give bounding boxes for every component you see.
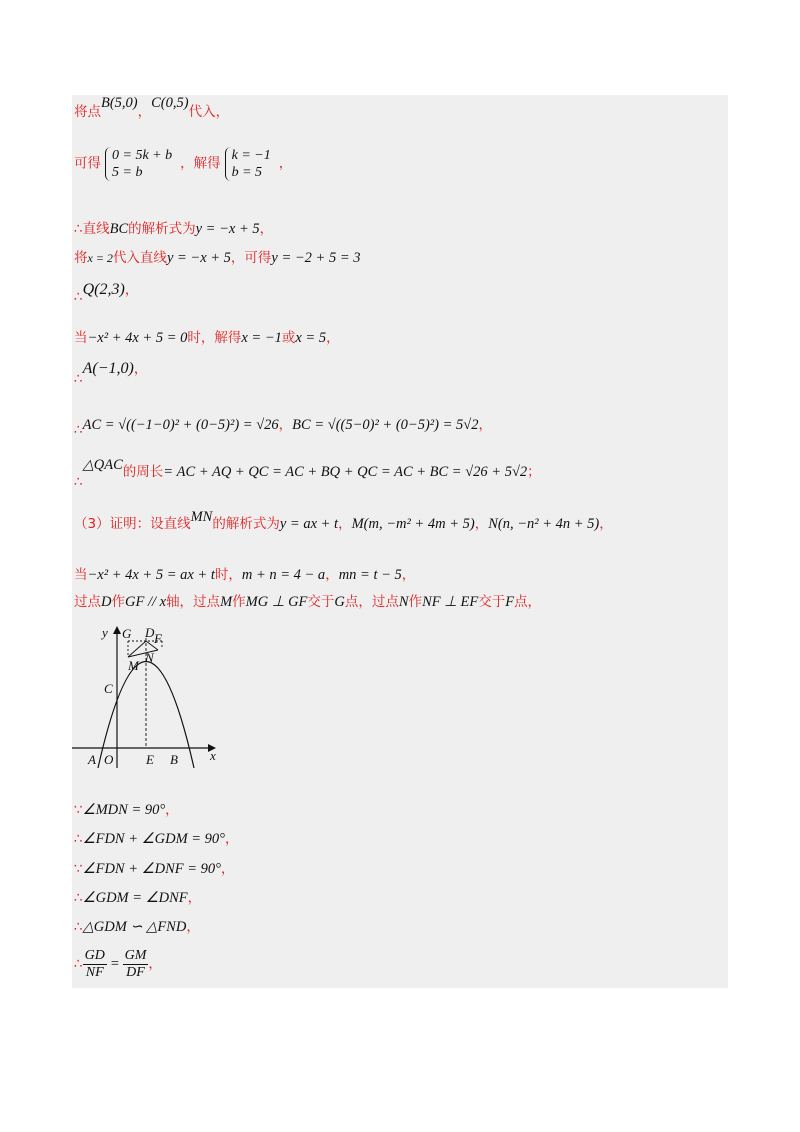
math: x = 2 — [87, 251, 113, 265]
text: 作 — [408, 594, 423, 610]
math: MG ⊥ GF — [245, 594, 308, 610]
line-9 — [74, 457, 541, 490]
line-17 — [74, 918, 200, 936]
text: 代入直线 — [112, 250, 167, 266]
label-x: x — [210, 748, 216, 763]
label-n: N — [145, 650, 154, 665]
equation-system-1 — [105, 147, 176, 181]
label-a: A — [88, 752, 96, 767]
label-y: y — [102, 625, 108, 640]
math: △GDM ∽ △FND — [82, 919, 187, 935]
fraction-2 — [123, 948, 149, 981]
math: x = 5 — [295, 330, 327, 346]
text: ， — [148, 956, 162, 972]
text: 的解析式为 — [212, 516, 280, 532]
math: NF ⊥ EF — [422, 594, 479, 610]
math: −x² + 4x + 5 = 0 — [87, 330, 188, 346]
math: A(−1,0) — [82, 360, 134, 377]
line-7 — [74, 360, 148, 387]
parabola-figure — [70, 622, 220, 772]
math: N — [398, 594, 409, 610]
text: 代入， — [188, 104, 230, 120]
math: y = −x + 5 — [195, 221, 260, 237]
text: ∴ — [74, 289, 83, 305]
line-4 — [74, 249, 361, 267]
text: 或 — [281, 330, 296, 346]
text: ∴直线 — [74, 221, 110, 237]
line-5 — [74, 281, 139, 305]
text: ， — [187, 890, 202, 906]
math: N(n, −n² + 4n + 5) — [488, 516, 600, 532]
line-15 — [74, 860, 234, 878]
text: ， — [278, 155, 293, 172]
text: ∴ — [74, 956, 83, 972]
denominator: NF — [85, 965, 104, 980]
text: ， — [325, 567, 339, 583]
line-3 — [74, 220, 273, 238]
text: 时，解得 — [187, 330, 242, 346]
math: y = −x + 5 — [166, 250, 231, 266]
text: ， — [599, 516, 613, 532]
text: ∴ — [74, 919, 83, 935]
math: △QAC — [82, 457, 123, 473]
line-6 — [74, 329, 340, 347]
math: BC = √((5−0)² + (0−5)²) = 5√2 — [292, 417, 479, 433]
text: 过点 — [74, 594, 101, 610]
text: 交于 — [478, 594, 506, 610]
text: ， — [401, 567, 416, 583]
label-e: E — [146, 752, 154, 767]
text: ∴ — [74, 422, 83, 438]
text: ， — [278, 417, 293, 433]
text: ，解得 — [180, 155, 221, 172]
text: ， — [338, 516, 352, 532]
text: ，可得 — [230, 250, 272, 266]
math: AC = √((−1−0)² + (0−5)²) = √26 — [82, 417, 279, 433]
math: GF // x — [124, 594, 167, 610]
text: ， — [220, 861, 235, 877]
math: = AC + AQ + QC = AC + BQ + QC = AC + BC = √26 + 5√2 — [163, 464, 528, 480]
text: ∴ — [74, 831, 83, 847]
text: ； — [527, 464, 541, 480]
text: ， — [124, 282, 139, 298]
math: b = 5 — [231, 165, 263, 180]
text: 将点 — [74, 104, 101, 120]
label-m: M — [128, 658, 139, 673]
line-2 — [74, 147, 292, 181]
text: ， — [478, 417, 492, 433]
line-12 — [74, 593, 541, 611]
math: M(m, −m² + 4m + 5) — [351, 516, 475, 532]
line-18 — [74, 948, 162, 981]
line-16 — [74, 889, 201, 907]
text: 可得 — [74, 155, 101, 172]
numerator: GM — [124, 948, 147, 963]
math: G — [334, 594, 345, 610]
label-o: O — [104, 752, 114, 767]
math: ∠FDN + ∠DNF = 90° — [82, 861, 221, 877]
denominator: DF — [126, 965, 145, 980]
math: mn = t − 5 — [338, 567, 402, 583]
math: x = −1 — [241, 330, 282, 346]
line-1 — [74, 95, 230, 121]
text: ， — [186, 919, 200, 935]
y-axis-arrow — [113, 626, 121, 634]
text: 点， — [514, 594, 542, 610]
text: ， — [326, 330, 340, 346]
math: ∠GDM = ∠DNF — [82, 890, 188, 906]
equation-system-2 — [225, 147, 275, 181]
text: ∴ — [74, 890, 83, 906]
text: ∵ — [74, 802, 83, 818]
text: 点，过点 — [344, 594, 399, 610]
line-14 — [74, 830, 238, 848]
text: 当 — [74, 330, 88, 346]
line-8 — [74, 416, 492, 438]
math: 0 = 5k + b — [112, 148, 173, 163]
math: y = −2 + 5 = 3 — [271, 250, 361, 266]
math: y = ax + t — [279, 516, 339, 532]
text: ， — [165, 802, 179, 818]
line-11 — [74, 566, 415, 584]
math: = — [109, 956, 120, 972]
label-g: G — [122, 626, 132, 641]
text: 交于 — [307, 594, 335, 610]
math: MN — [190, 509, 213, 525]
text: 当 — [74, 567, 88, 583]
fraction-1 — [83, 948, 107, 981]
line-13 — [74, 801, 179, 819]
math: ∠MDN = 90° — [82, 802, 166, 818]
text: 作 — [111, 594, 125, 610]
text: ， — [137, 104, 152, 120]
label-b: B — [170, 752, 178, 767]
label-c: C — [104, 681, 113, 696]
text: ， — [224, 831, 239, 847]
label-d: D — [145, 625, 155, 640]
text: 将 — [74, 250, 88, 266]
math: M — [220, 594, 233, 610]
text: ， — [474, 516, 489, 532]
text: ∵ — [74, 861, 83, 877]
math: k = −1 — [231, 148, 271, 163]
math: m + n = 4 − a — [241, 567, 326, 583]
text: 轴，过点 — [166, 594, 221, 610]
text: ， — [133, 361, 148, 377]
math: C(0,5) — [151, 95, 189, 111]
text: 的解析式为 — [128, 221, 196, 237]
numerator: GD — [84, 948, 105, 963]
line-10 — [74, 509, 613, 533]
text: ∴ — [74, 371, 83, 387]
math: D — [101, 594, 112, 610]
label-f: F — [154, 631, 162, 646]
math: F — [505, 594, 515, 610]
math: −x² + 4x + 5 = ax + t — [87, 567, 215, 583]
math: ∠FDN + ∠GDM = 90° — [82, 831, 225, 847]
text: 作 — [232, 594, 246, 610]
math: Q(2,3) — [82, 281, 125, 298]
text: 时， — [214, 567, 242, 583]
text: ， — [259, 221, 274, 237]
math: B(5,0) — [101, 95, 138, 111]
math: BC — [109, 221, 129, 237]
text: 的周长 — [122, 464, 164, 480]
math: 5 = b — [112, 165, 143, 180]
text: ∴ — [74, 474, 83, 490]
text: （3）证明：设直线 — [74, 516, 191, 532]
